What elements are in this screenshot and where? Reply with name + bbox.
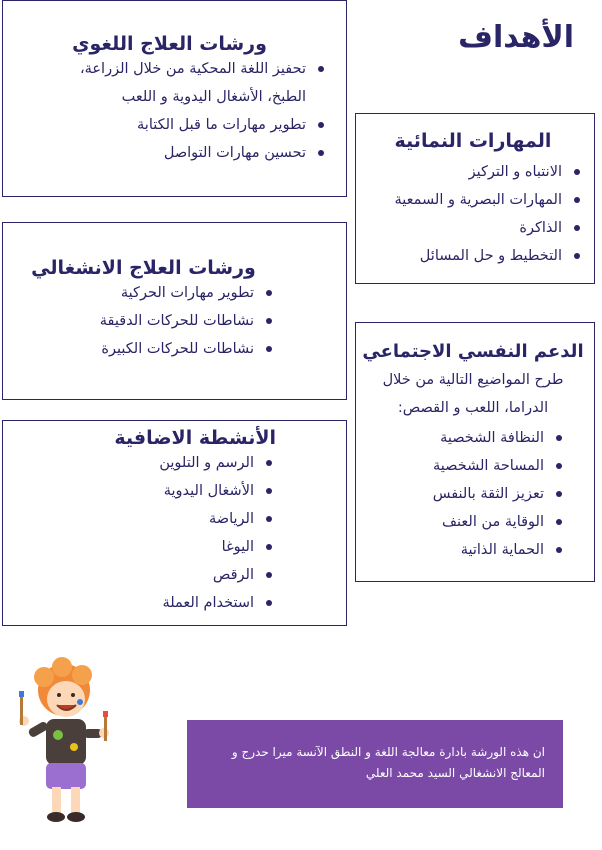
- developmental-skills-title: المهارات النمائية: [394, 130, 552, 152]
- list-item: الانتباه و التركيز: [362, 158, 562, 186]
- extra-activities-list: [11, 449, 276, 617]
- list-item: الذاكرة: [362, 214, 562, 242]
- list-item: الطبخ، الأشغال اليدوية و اللعب: [121, 89, 306, 105]
- extra-activities-title: الأنشطة الاضافية: [114, 427, 276, 449]
- list-item: تطوير مهارات الحركية: [11, 279, 254, 307]
- workshop-note: ان هذه الورشة بادارة معالجة اللغة و النطق الآنسة ميرا حدرج و المعالج الانشغالي السيد محمد العلي: [187, 720, 563, 808]
- psychosocial-support-box: [355, 322, 595, 582]
- developmental-skills-box: [355, 113, 595, 284]
- list-item: الرسم و التلوين: [11, 449, 254, 477]
- list-item: استخدام العملة: [11, 589, 254, 617]
- extra-activities-box: [2, 420, 347, 626]
- list-item: اليوغا: [11, 533, 254, 561]
- occupational-workshops-list: [11, 279, 276, 363]
- list-item: نشاطات للحركات الدقيقة: [11, 307, 254, 335]
- occupational-workshops-title: ورشات العلاج الانشغالي: [31, 257, 256, 279]
- developmental-skills-list: [362, 158, 584, 270]
- list-item: تحسين مهارات التواصل: [11, 139, 306, 167]
- list-item: تحفيز اللغة المحكية من خلال الزراعة،: [11, 55, 306, 83]
- list-item: التخطيط و حل المسائل: [362, 242, 562, 270]
- list-item: تطوير مهارات ما قبل الكتابة: [11, 111, 306, 139]
- list-item: الوقاية من العنف: [362, 508, 544, 536]
- list-item: الرياضة: [11, 505, 254, 533]
- list-item: المهارات البصرية و السمعية: [362, 186, 562, 214]
- psychosocial-support-list: [362, 424, 584, 564]
- psychosocial-support-intro: طرح المواضيع التالية من خلال الدراما، اللعب و القصص:: [382, 372, 564, 416]
- list-item: الحماية الذاتية: [362, 536, 544, 564]
- language-workshops-box: [2, 0, 347, 197]
- list-item: تعزيز الثقة بالنفس: [362, 480, 544, 508]
- psychosocial-support-title: الدعم النفسي الاجتماعي: [362, 341, 584, 362]
- list-item: نشاطات للحركات الكبيرة: [11, 335, 254, 363]
- list-item: المساحة الشخصية: [362, 452, 544, 480]
- page-title: الأهداف: [458, 20, 574, 55]
- language-workshops-title: ورشات العلاج اللغوي: [72, 33, 267, 55]
- list-item: الأشغال اليدوية: [11, 477, 254, 505]
- language-workshops-list: [11, 55, 328, 167]
- list-item: الرقص: [11, 561, 254, 589]
- child-painter-illustration: [14, 655, 114, 825]
- list-item: النظافة الشخصية: [362, 424, 544, 452]
- occupational-workshops-box: [2, 222, 347, 400]
